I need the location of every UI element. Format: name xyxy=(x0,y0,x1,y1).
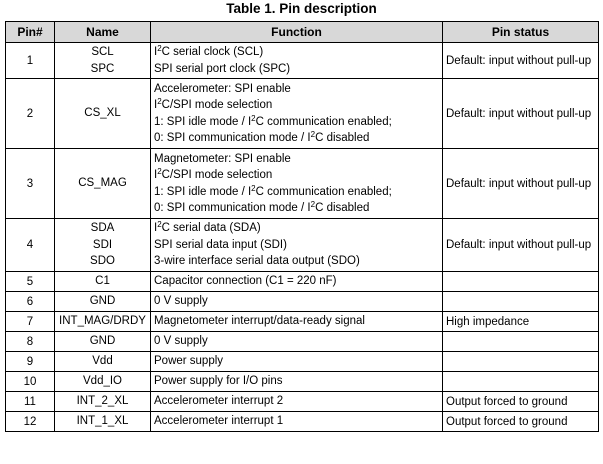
function-line: Accelerometer interrupt 1 xyxy=(154,415,284,428)
pin-name: SPC xyxy=(90,62,115,75)
table-row xyxy=(6,149,599,219)
function-line: 1: SPI idle mode / $I^2C$ communication enabled; xyxy=(154,113,392,128)
function-line: Power supply xyxy=(154,355,224,368)
function-line: $I^2C$/SPI mode selection xyxy=(154,167,273,181)
function-line: Magnetometer: SPI enable xyxy=(154,152,291,165)
pin-status-cell: Output forced to ground xyxy=(443,412,599,432)
function-line: Magnetometer interrupt/data-ready signal xyxy=(154,315,365,328)
pin-name: SDI xyxy=(92,238,113,251)
pin-name: SCL xyxy=(91,46,114,58)
pin-name-cell xyxy=(55,272,151,292)
function-line: 1: SPI idle mode / $I^2C$ communication enabled; xyxy=(154,183,392,198)
function-line: SPI serial data input (SDI) xyxy=(154,238,287,251)
function-cell xyxy=(151,219,443,272)
pin-number-cell: 11 xyxy=(6,392,55,412)
function-cell xyxy=(151,392,443,412)
pin-number-cell: 4 xyxy=(6,219,55,272)
header-status: Pin status xyxy=(443,22,599,43)
pin-name: INT_2_XL xyxy=(76,395,129,408)
pin-number-cell: 8 xyxy=(6,332,55,352)
pin-name-cell xyxy=(55,149,151,219)
table-row xyxy=(6,332,599,352)
pin-status-cell: High impedance xyxy=(443,312,599,332)
pin-status-cell: Default: input without pull-up xyxy=(443,149,599,219)
function-line: Power supply for I/O pins xyxy=(154,375,283,388)
function-cell xyxy=(151,149,443,219)
header-pin: Pin# xyxy=(6,22,55,43)
pin-number-cell: 1 xyxy=(6,43,55,79)
table-row xyxy=(6,312,599,332)
function-cell xyxy=(151,332,443,352)
function-cell xyxy=(151,43,443,79)
pin-name-cell xyxy=(55,392,151,412)
pin-status-cell: Output forced to ground xyxy=(443,392,599,412)
function-line: 3-wire interface serial data output (SDO) xyxy=(154,255,360,268)
pin-name-cell xyxy=(55,352,151,372)
pin-name-cell xyxy=(55,332,151,352)
function-cell xyxy=(151,372,443,392)
function-line: 0: SPI communication mode / $I^2C$ disabled xyxy=(154,130,370,144)
pin-name: Vdd_IO xyxy=(83,375,122,388)
pin-number-cell: 10 xyxy=(6,372,55,392)
pin-number-cell: 3 xyxy=(6,149,55,219)
pin-name: CS_MAG xyxy=(78,177,127,190)
pin-name: SDA xyxy=(90,222,115,235)
pin-name: GND xyxy=(89,335,116,348)
pin-status-cell: Default: input without pull-up xyxy=(443,43,599,79)
function-line: Accelerometer interrupt 2 xyxy=(154,395,284,408)
table-row xyxy=(6,219,599,272)
pin-name-cell xyxy=(55,292,151,312)
pin-number-cell: 6 xyxy=(6,292,55,312)
function-line: SPI serial port clock (SPC) xyxy=(154,62,291,75)
pin-name-cell xyxy=(55,412,151,432)
pin-number-cell: 12 xyxy=(6,412,55,432)
table-row xyxy=(6,352,599,372)
table-row xyxy=(6,412,599,432)
function-line: Accelerometer: SPI enable xyxy=(154,82,291,95)
function-cell xyxy=(151,79,443,149)
header-row xyxy=(6,22,599,43)
table-row xyxy=(6,79,599,149)
function-cell xyxy=(151,412,443,432)
table-caption: Table 1. Pin description xyxy=(226,1,377,16)
pin-name: INT_MAG/DRDY xyxy=(59,315,146,328)
pin-name: Vdd xyxy=(92,355,113,368)
pin-description-table xyxy=(5,21,599,432)
table-body xyxy=(6,43,599,432)
pin-status-cell: Default: input without pull-up xyxy=(443,79,599,149)
function-line: $I^2C$/SPI mode selection xyxy=(154,97,273,111)
table-row xyxy=(6,292,599,312)
table-row xyxy=(6,43,599,79)
function-line: Capacitor connection (C1 = 220 nF) xyxy=(154,275,337,288)
pin-name-cell xyxy=(55,79,151,149)
table-row xyxy=(6,372,599,392)
function-cell xyxy=(151,352,443,372)
function-line: 0 V supply xyxy=(154,335,208,348)
pin-name: CS_XL xyxy=(84,107,121,120)
table-row xyxy=(6,392,599,412)
pin-name: GND xyxy=(89,295,116,308)
pin-status-cell xyxy=(443,272,599,292)
function-cell xyxy=(151,272,443,292)
pin-status-cell xyxy=(443,352,599,372)
pin-name-cell xyxy=(55,219,151,272)
pin-number-cell: 9 xyxy=(6,352,55,372)
pin-status-cell xyxy=(443,372,599,392)
function-cell xyxy=(151,312,443,332)
pin-number-cell: 5 xyxy=(6,272,55,292)
pin-number-cell: 7 xyxy=(6,312,55,332)
header-function: Function xyxy=(151,22,443,43)
pin-status-cell xyxy=(443,292,599,312)
pin-number-cell: 2 xyxy=(6,79,55,149)
pin-name-cell xyxy=(55,43,151,79)
pin-name: SDO xyxy=(90,255,115,268)
pin-name: INT_1_XL xyxy=(76,415,129,428)
pin-name-cell xyxy=(55,372,151,392)
function-cell xyxy=(151,292,443,312)
table-row xyxy=(6,272,599,292)
function-line: 0 V supply xyxy=(154,295,208,308)
pin-name-cell xyxy=(55,312,151,332)
header-name: Name xyxy=(55,22,151,43)
function-line: $I^2C$ serial clock (SCL) xyxy=(154,44,264,58)
pin-status-cell xyxy=(443,332,599,352)
pin-status-cell: Default: input without pull-up xyxy=(443,219,599,272)
function-line: $I^2C$ serial data (SDA) xyxy=(154,220,261,235)
function-line: 0: SPI communication mode / $I^2C$ disabled xyxy=(154,200,370,214)
pin-name: C1 xyxy=(95,275,110,288)
